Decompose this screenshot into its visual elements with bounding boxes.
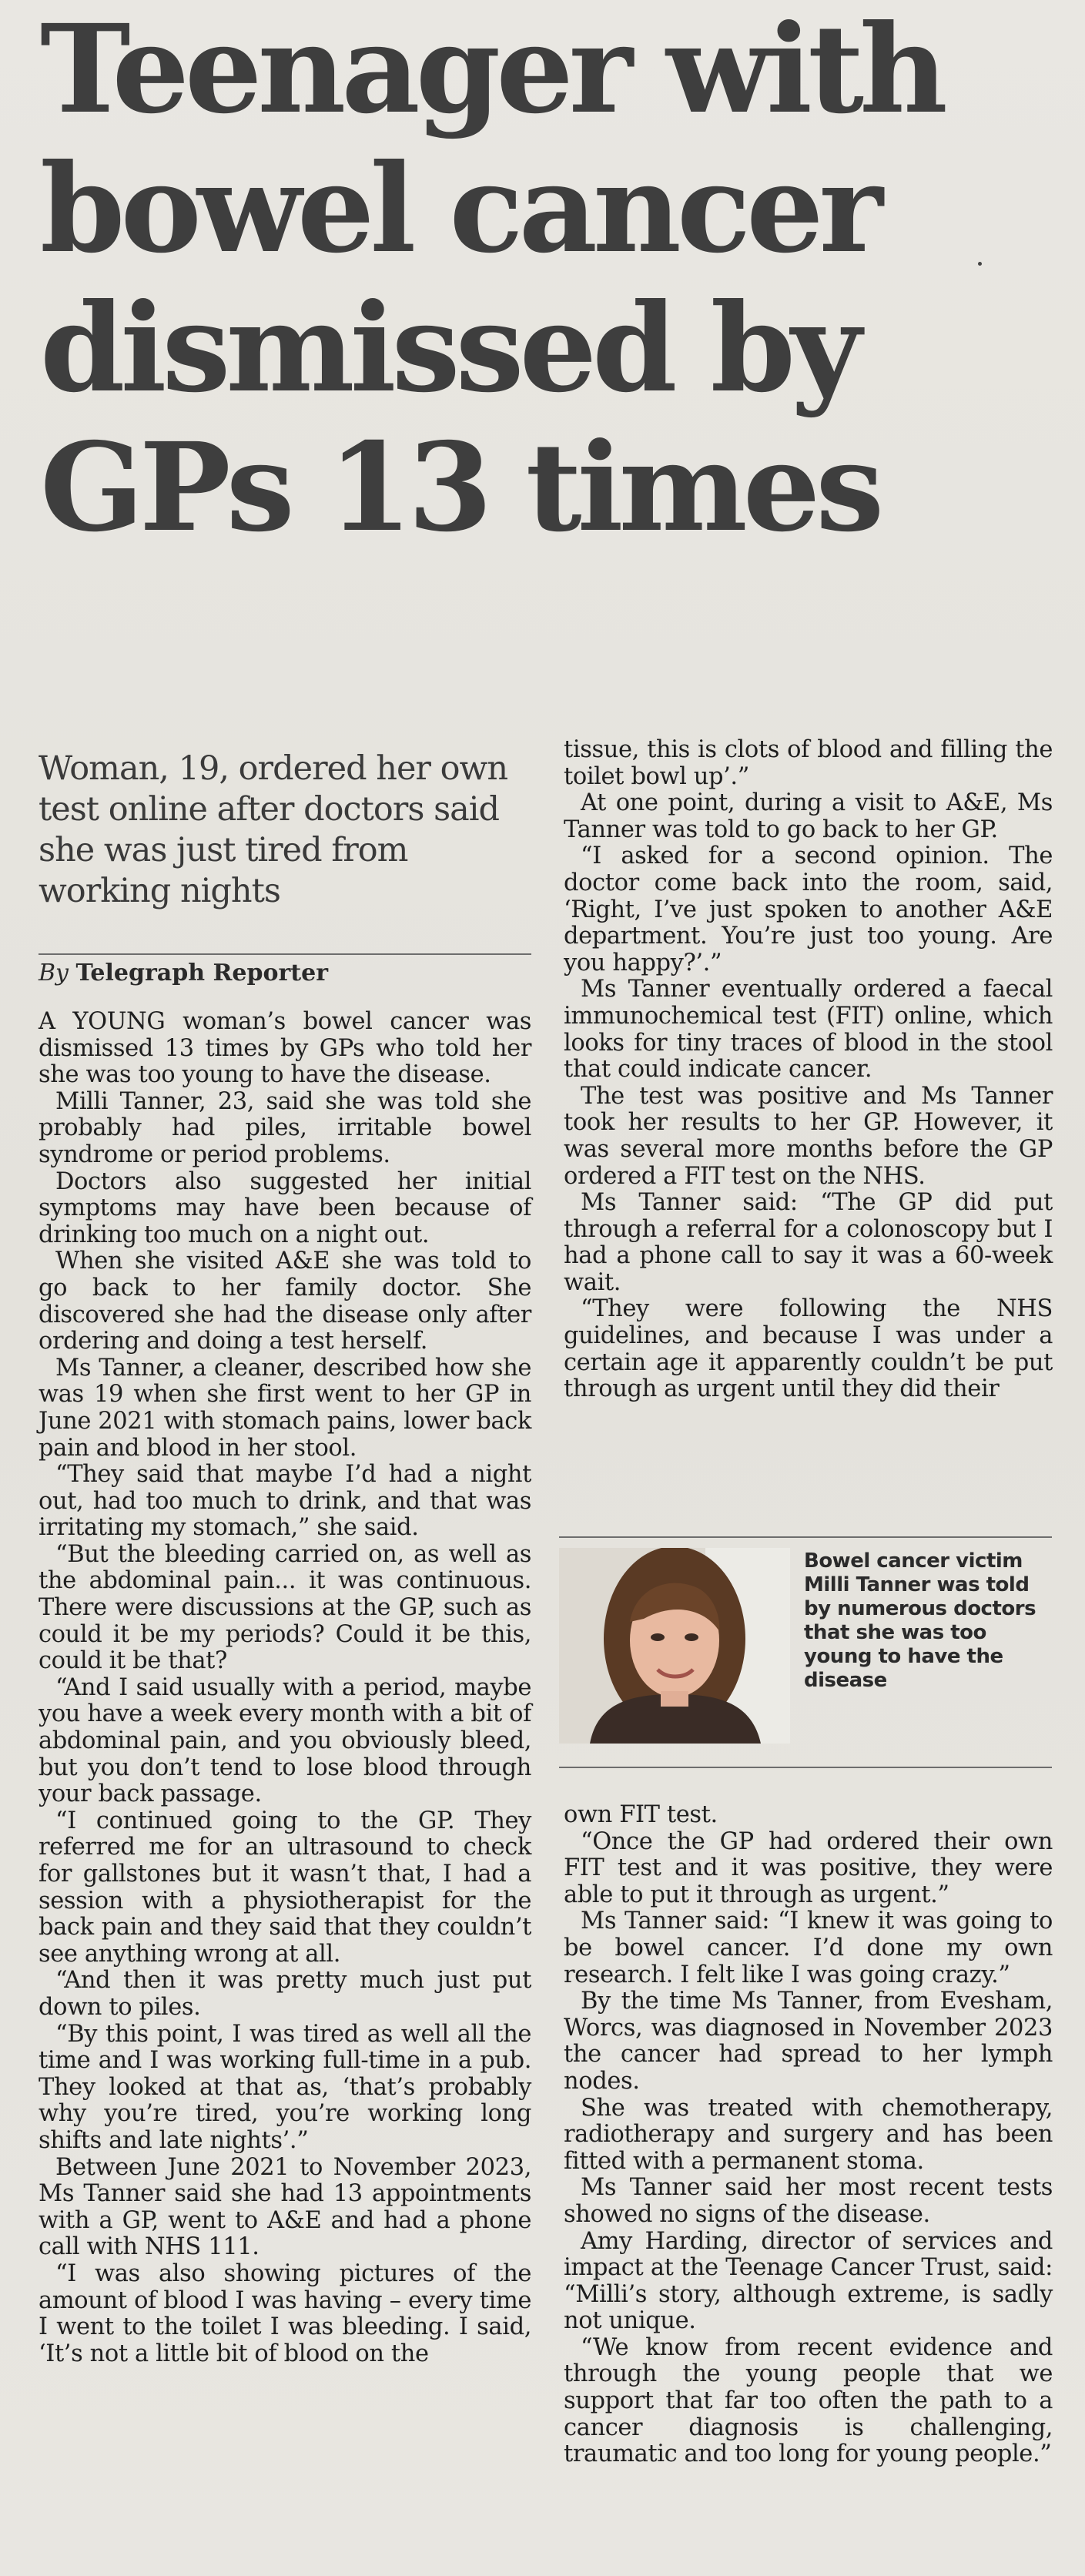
right-column-bottom [564,1802,1053,2468]
paragraph: “I was also showing pictures of the amount of blood I was having – every time I went to the toilet I was bleeding. I said, ‘It’s not a little bit of blood on the [39,2259,531,2367]
headline: Teenager with bowel cancer dismissed by GPs 13 times [40,0,943,559]
photo-bottom-rule [559,1767,1052,1768]
standfirst: Woman, 19, ordered her own test online after doctors said she was just tired from working nights [39,749,508,910]
paragraph: Ms Tanner eventually ordered a faecal immunochemical test (FIT) online, which looks for tiny traces of blood in the stool that could indicate cancer. [564,976,1053,1084]
paragraph: By the time Ms Tanner, from Evesham, Worcs, was diagnosed in November 2023 the cancer had spread to her lymph nodes. [564,1988,1053,2095]
paragraph: tissue, this is clots of blood and filling the toilet bowl up’.” [564,736,1053,790]
left-column [39,1009,531,2367]
paragraph: Ms Tanner said: “The GP did put through a referral for a colonoscopy but I had a phone call to say it was a 60-week wait. [564,1189,1053,1296]
photo-milli-tanner [559,1548,790,1744]
paragraph: Ms Tanner said: “I knew it was going to be bowel cancer. I’d done my own research. I felt like I was going crazy.” [564,1908,1053,1988]
print-speck [978,262,982,266]
paragraph: She was treated with chemotherapy, radiotherapy and surgery and has been fitted with a permanent stoma. [564,2094,1053,2175]
paragraph: “We know from recent evidence and through the young people that we support that far too often the path to a cancer diagnosis is challenging, traumatic and too long for young people.” [564,2333,1053,2468]
paragraph: “They were following the NHS guidelines, and because I was under a certain age it apparently couldn’t be put through as urgent until they did their [564,1295,1053,1403]
paragraph: At one point, during a visit to A&E, Ms Tanner was told to go back to her GP. [564,789,1053,843]
byline-prefix: By [39,960,69,987]
paragraph: Amy Harding, director of services and impact at the Teenage Cancer Trust, said: “Milli’s story, although extreme, is sadly not unique. [564,2227,1053,2335]
byline-name: Telegraph Reporter [75,960,329,987]
paragraph: own FIT test. [564,1801,718,1828]
paragraph: “And then it was pretty much just put down to piles. [39,1967,531,2021]
byline [39,960,531,987]
paragraph: “I asked for a second opinion. The doctor come back into the room, said, ‘Right, I’ve just spoken to another A&E department. You’re just too young. Are you happy?’.” [564,842,1053,976]
byline-top-rule [39,953,531,955]
paragraph: Ms Tanner said her most recent tests showed no signs of the disease. [564,2174,1053,2228]
paragraph: “But the bleeding carried on, as well as the abdominal pain... it was continuous. There were discussions at the GP, such as could it be my periods? Could it be this, could it be that? [39,1540,531,1675]
right-column-top [564,737,1053,1403]
paragraph: The test was positive and Ms Tanner took her results to her GP. However, it was several more months before the GP ordered a FIT test on the NHS. [564,1082,1053,1190]
paragraph: A YOUNG woman’s bowel cancer was dismissed 13 times by GPs who told her she was too young to have the disease. [39,1008,531,1089]
paragraph: Ms Tanner, a cleaner, described how she was 19 when she first went to her GP in June 2021 with stomach pains, lower back pain and blood in her stool. [39,1354,531,1462]
paragraph: “I continued going to the GP. They referred me for an ultrasound to check for gallstones but it wasn’t that, I had a session with a physiotherapist for the back pain and they said that they couldn’t see anything wrong at all. [39,1807,531,1968]
portrait-illustration [559,1548,790,1744]
photo-top-rule [559,1536,1052,1538]
paragraph: “They said that maybe I’d had a night out, had too much to drink, and that was irritating my stomach,” she said. [39,1461,531,1542]
paragraph: Doctors also suggested her initial symptoms may have been because of drinking too much on a night out. [39,1167,531,1248]
paragraph: When she visited A&E she was told to go back to her family doctor. She discovered she had the disease only after ordering and doing a test herself. [39,1248,531,1355]
paragraph: “And I said usually with a period, maybe you have a week every month with a bit of abdominal pain, and you obviously bleed, but you don’t tend to lose blood through your back passage. [39,1673,531,1808]
paragraph: “Once the GP had ordered their own FIT test and it was positive, they were able to put it through as urgent.” [564,1827,1053,1908]
paragraph: Milli Tanner, 23, said she was told she probably had piles, irritable bowel syndrome or period problems. [39,1087,531,1168]
photo-caption: Bowel cancer victim Milli Tanner was told by numerous doctors that she was too young to have the disease [804,1549,1036,1692]
paragraph: Between June 2021 to November 2023, Ms Tanner said she had 13 appointments with a GP, went to A&E and had a phone call with NHS 111. [39,2153,531,2261]
paragraph: “By this point, I was tired as well all the time and I was working full-time in a pub. They looked at that as, ‘that’s probably why you’re tired, you’re working long shifts and late nights’.” [39,2020,531,2154]
